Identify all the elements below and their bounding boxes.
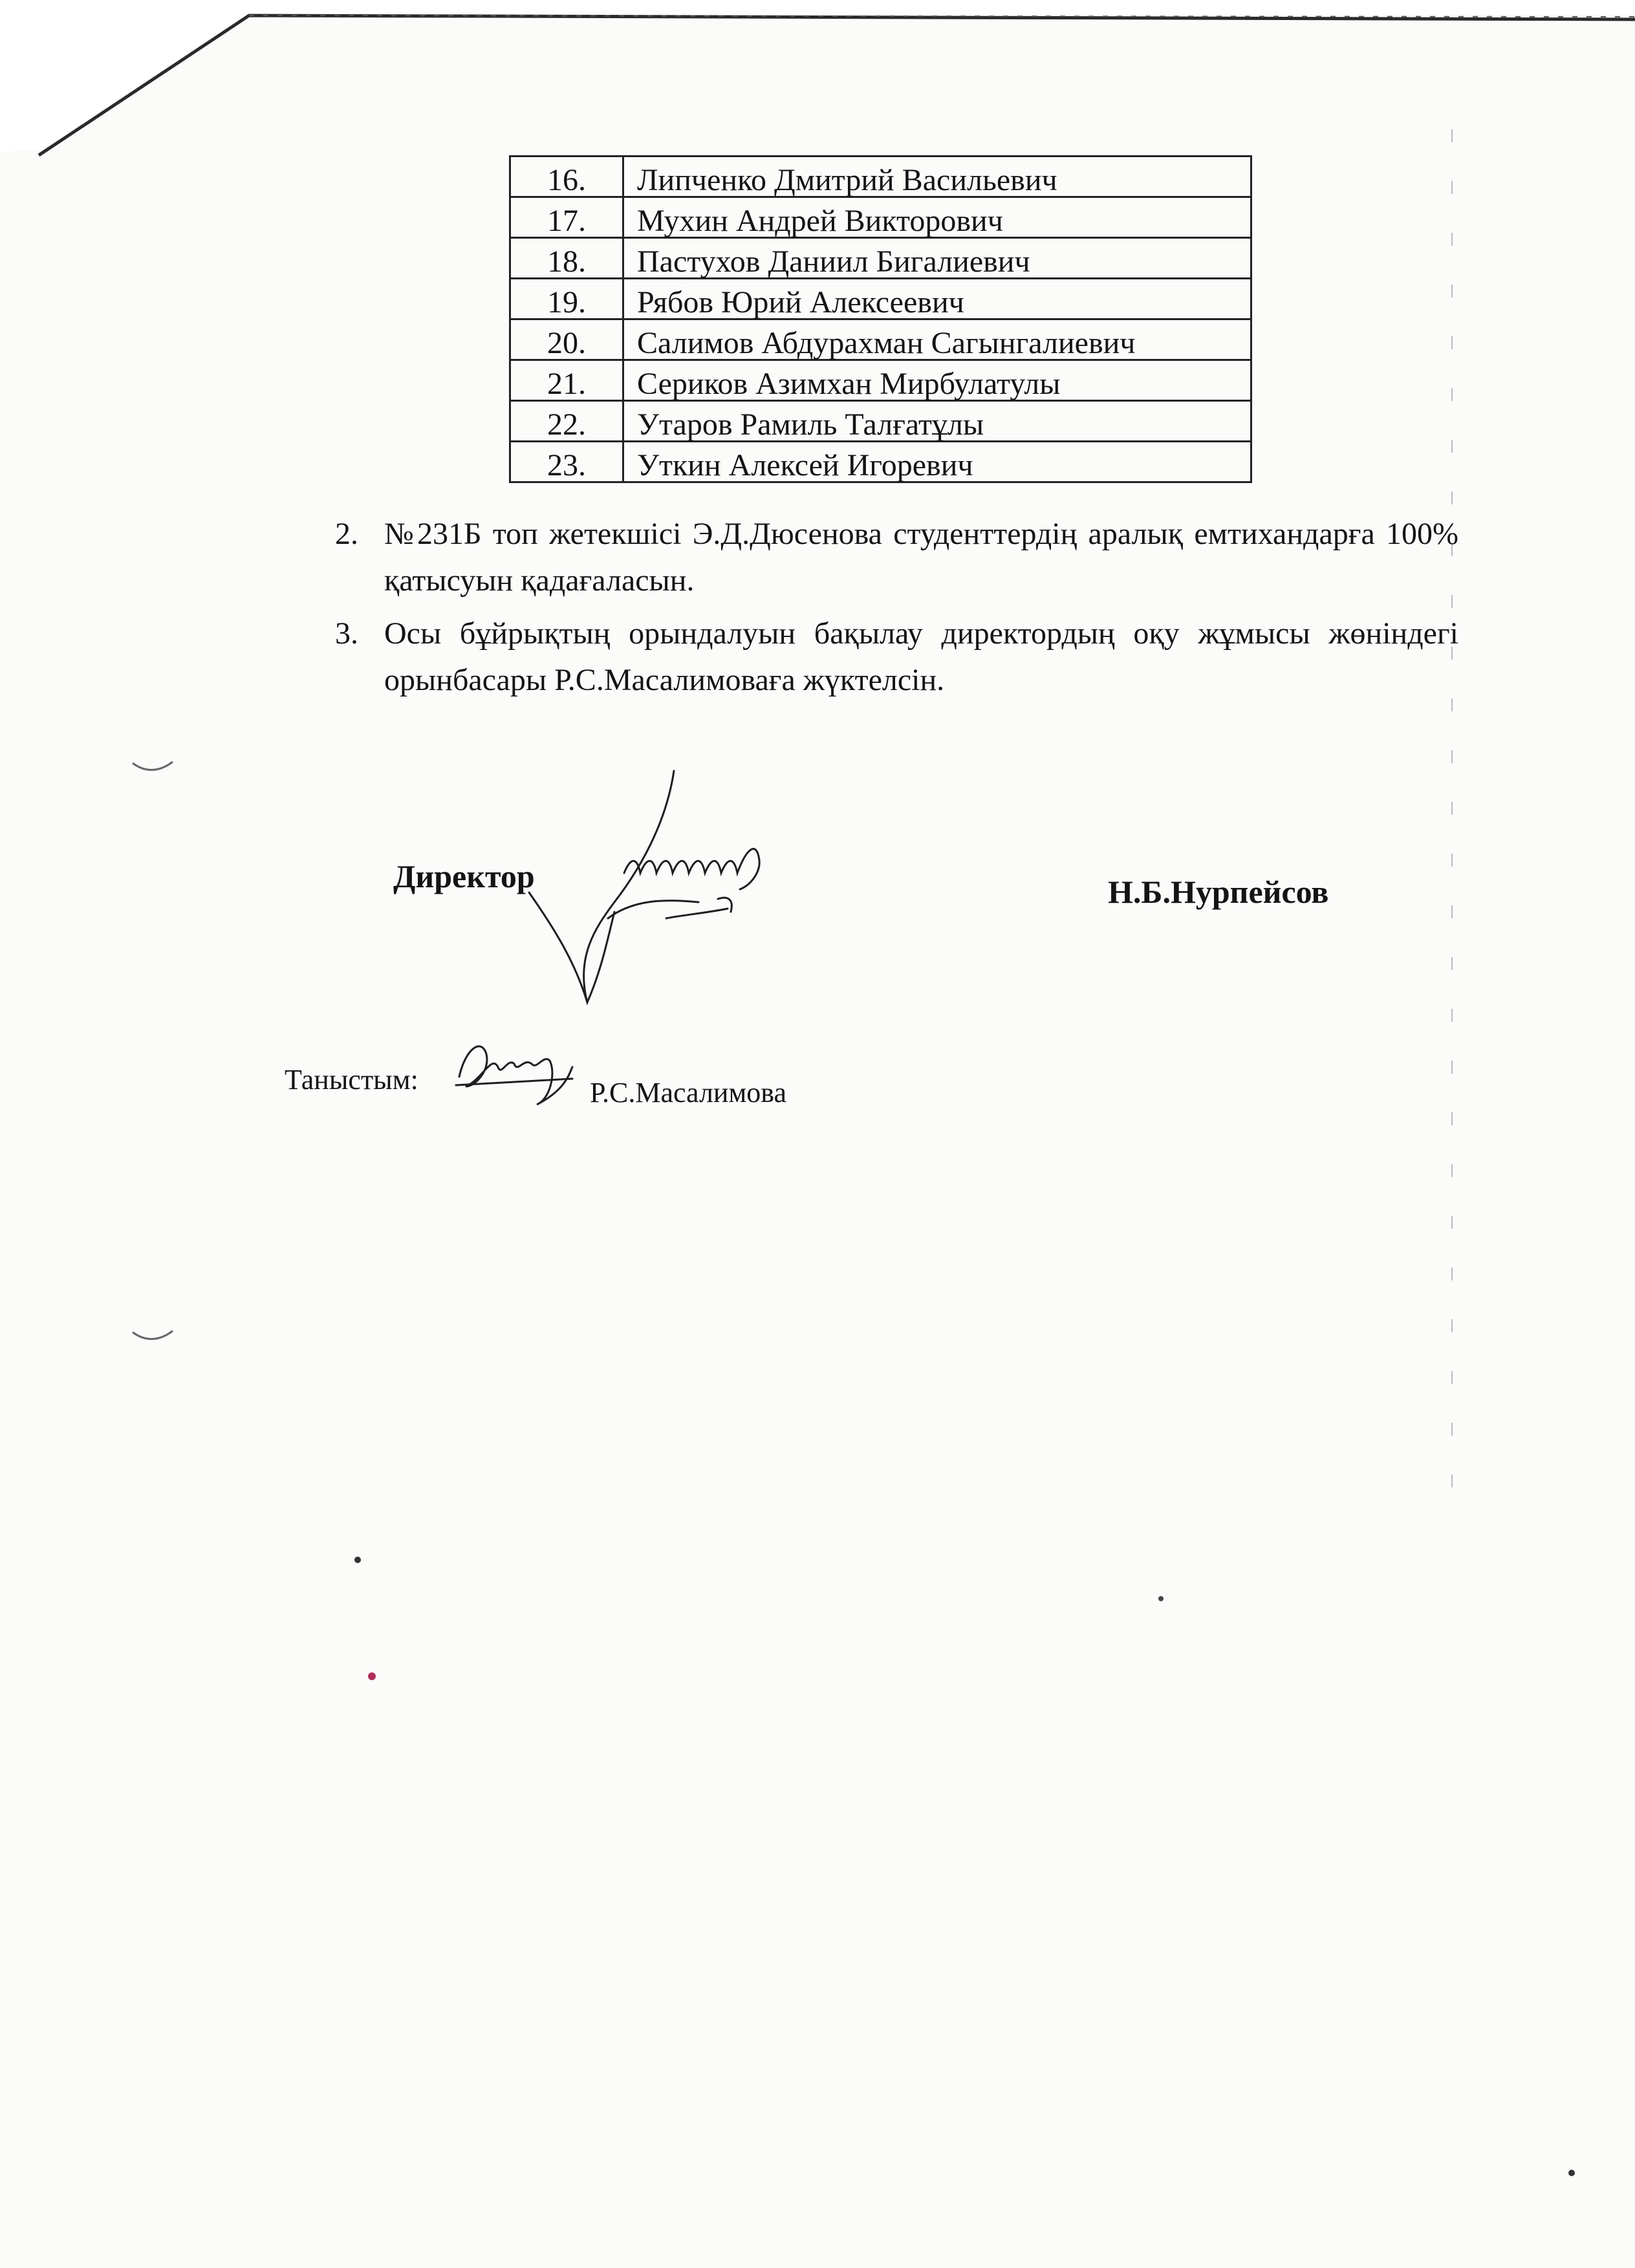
item-text: №231Б топ жетекшісі Э.Д.Дюсенова студенттердің аралық емтихандарға 100% қатысуын қадағаласын. — [384, 517, 1458, 598]
table-row — [510, 442, 1251, 482]
acknowledged-label: Таныстым: — [285, 1064, 418, 1096]
item-number: 3. — [335, 616, 358, 651]
student-name: Мухин Андрей Викторович — [623, 197, 1251, 238]
acknowledged-signature — [446, 1028, 582, 1112]
item-text: Осы бұйрықтың орындалуын бақылау директордың оқу жұмысы жөніндегі орынбасары Р.С.Масалимоваға жүктелсін. — [384, 616, 1458, 697]
row-number: 20. — [510, 319, 623, 360]
row-number: 21. — [510, 360, 623, 401]
student-name: Рябов Юрий Алексеевич — [623, 279, 1251, 319]
row-number: 16. — [510, 157, 623, 197]
director-label: Директор — [393, 858, 535, 894]
row-number: 19. — [510, 279, 623, 319]
student-name: Пастухов Даниил Бигалиевич — [623, 238, 1251, 279]
row-number: 17. — [510, 197, 623, 238]
student-name: Сериков Азимхан Мирбулатулы — [623, 360, 1251, 401]
table-row — [510, 319, 1251, 360]
row-number: 22. — [510, 401, 623, 442]
student-name: Липченко Дмитрий Васильевич — [623, 157, 1251, 197]
table-row — [510, 157, 1251, 197]
order-items — [330, 511, 1458, 710]
table-row — [510, 360, 1251, 401]
order-item — [330, 511, 1458, 604]
row-number: 23. — [510, 442, 623, 482]
order-item — [330, 610, 1458, 704]
student-name: Уткин Алексей Игоревич — [623, 442, 1251, 482]
student-name: Салимов Абдурахман Сагынгалиевич — [623, 319, 1251, 360]
director-signature — [517, 763, 789, 1015]
table-row — [510, 401, 1251, 442]
student-table — [509, 155, 1252, 483]
director-name: Н.Б.Нурпейсов — [1108, 874, 1329, 910]
table-row — [510, 279, 1251, 319]
table-row — [510, 238, 1251, 279]
table-row — [510, 197, 1251, 238]
item-number: 2. — [335, 517, 358, 551]
student-name: Утаров Рамиль Талғатұлы — [623, 401, 1251, 442]
acknowledged-name: Р.С.Масалимова — [590, 1077, 787, 1108]
row-number: 18. — [510, 238, 623, 279]
